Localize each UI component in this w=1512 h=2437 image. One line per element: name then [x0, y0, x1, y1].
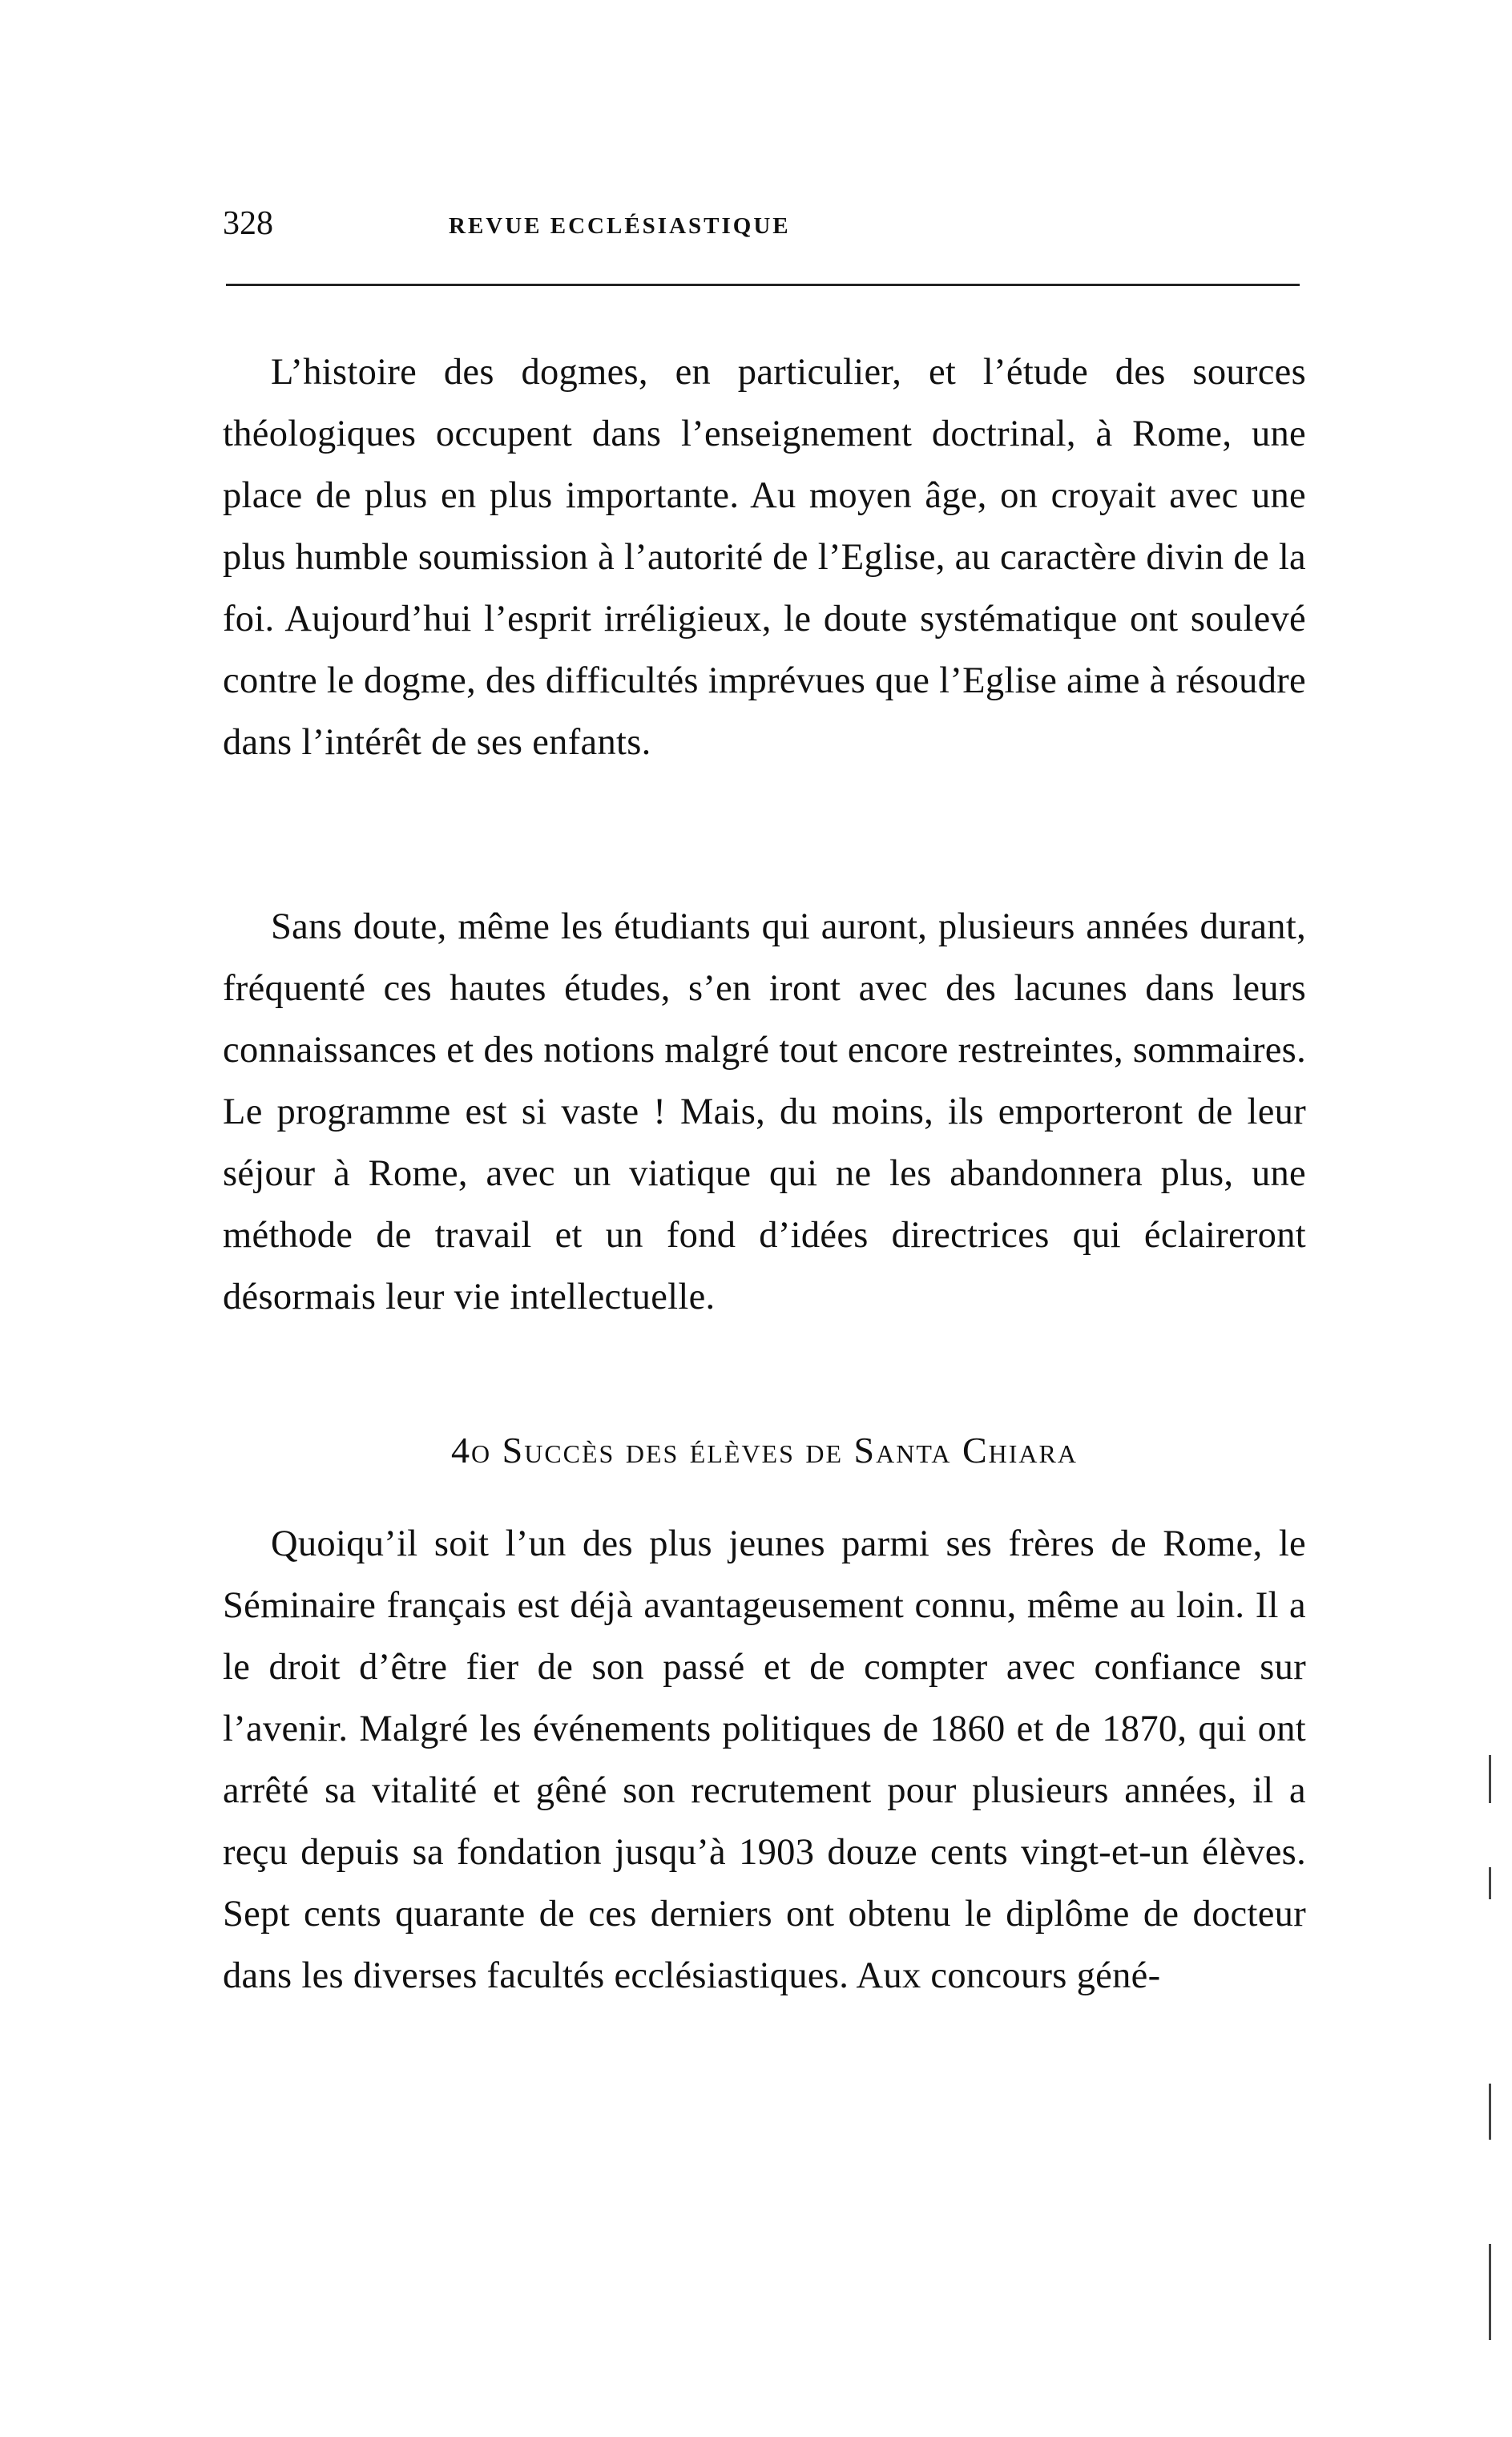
- scan-margin-mark: [1489, 2084, 1491, 2140]
- paragraph-2-block: [223, 896, 1306, 1328]
- paragraph: L’histoire des dogmes, en particulier, et l’étude des sources théologiques occupent dans l’enseignement doctrinal, à Rome, une place de plus en plus importante. Au moyen âge, on croyait avec une plus humble soumission à l’autorité de l’Eglise, au caractère divin de la foi. Aujourd’hui l’esprit irréligieux, le doute systématique ont soulevé contre le dogme, des difficultés imprévues que l’Eglise aime à résoudre dans l’intérêt de ses enfants.: [223, 352, 1306, 763]
- scan-margin-mark: [1489, 1867, 1491, 1899]
- paragraph: Sans doute, même les étudiants qui auront, plusieurs années durant, fréquenté ces hautes études, s’en iront avec des lacunes dans leurs connaissances et des notions malgré tout encore restreintes, sommaires. Le programme est si vaste ! Mais, du moins, ils emporteront de leur séjour à Rome, avec un viatique qui ne les abandonnera plus, une méthode de travail et un fond d’idées directrices qui éclaireront désormais leur vie intellectuelle.: [223, 906, 1306, 1317]
- paragraph-3-block: [223, 1513, 1306, 2007]
- paragraph: Quoiqu’il soit l’un des plus jeunes parmi ses frères de Rome, le Séminaire français est déjà avantageusement connu, même au loin. Il a le droit d’être fier de son passé et de compter avec confiance sur l’avenir. Malgré les événements politiques de 1860 et de 1870, qui ont arrêté sa vitalité et gêné son recrutement pour plusieurs années, il a reçu depuis sa fondation jusqu’à 1903 douze cents vingt-et-un élèves. Sept cents quarante de ces derniers ont obtenu le diplôme de docteur dans les diverses facultés ecclésiastiques. Aux concours géné-: [223, 1523, 1306, 1996]
- scan-margin-mark: [1489, 1755, 1491, 1803]
- page-number: 328: [223, 205, 273, 242]
- section-heading: 4o Succès des élèves de Santa Chiara: [451, 1430, 1078, 1471]
- paragraph-1-block: [223, 341, 1306, 773]
- header-rule: [226, 284, 1300, 286]
- running-title: REVUE ECCLÉSIASTIQUE: [449, 213, 791, 239]
- scan-margin-mark: [1489, 2244, 1491, 2340]
